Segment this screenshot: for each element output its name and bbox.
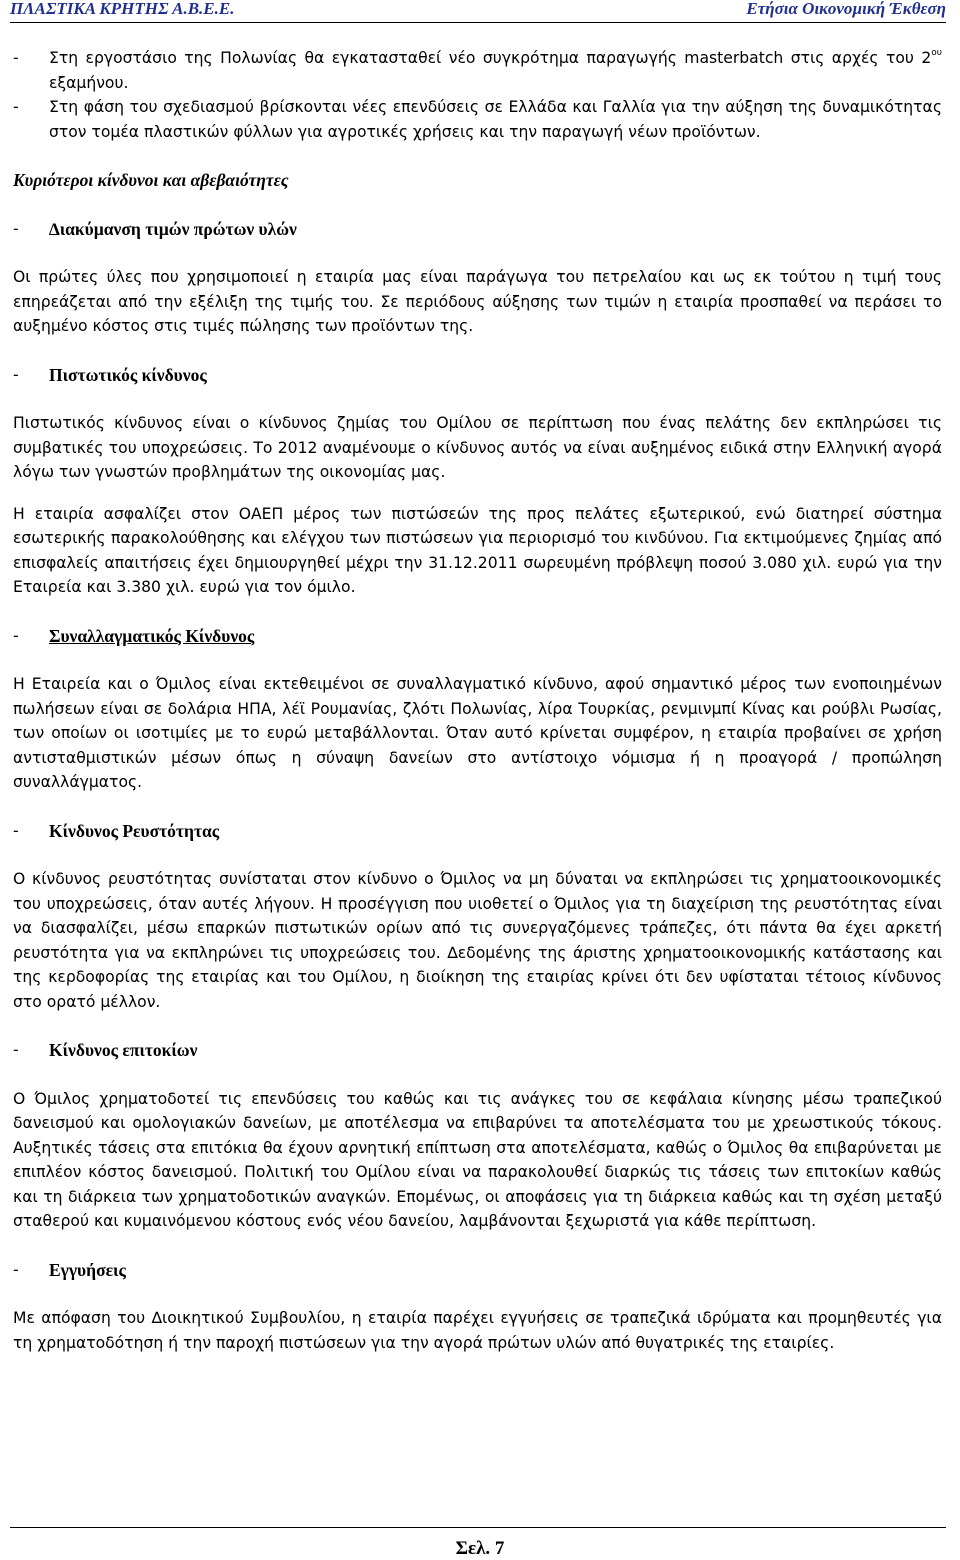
risk-heading: - Εγγυήσεις bbox=[13, 1258, 942, 1283]
risk-heading-text: Κίνδυνος επιτοκίων bbox=[49, 1040, 198, 1060]
risk-heading: - Συναλλαγµατικός Κίνδυνος bbox=[13, 624, 942, 649]
bullet-dash: - bbox=[13, 49, 19, 67]
paragraph: Ο Όµιλος χρηµατοδοτεί τις επενδύσεις του καθώς και τις ανάγκες του σε κεφάλαια κίνησης µέσω τραπεζικού δανεισµού και οµολογιακών δανείων, µε αποτέλεσµα να επιβαρύνει τα αποτελέσµατα του µε χρεωστικούς τόκους. Αυξητικές τάσεις στα επιτόκια θα έχουν αρνητική επίπτωση στα αποτελέσµατα, καθώς ο Όµιλος θα επιβαρύνεται µε επιπλέον κόστος δανεισµού. Πολιτική του Οµίλου είναι να παρακολουθεί διαρκώς τις τάσεις των επιτοκίων καθώς και τη διάρκεια των χρηµατοδοτικών αναγκών. Εποµένως, οι αποφάσεις για τη διάρκεια καθώς και τη σχέση µεταξύ σταθερού και κυµαινόµενου κόστους ενός νέου δανείου, λαµβάνονται ξεχωριστά για κάθε περίπτωση. bbox=[13, 1089, 942, 1230]
company-name: ΠΛΑΣΤΙΚΑ ΚΡΗΤΗΣ Α.Β.Ε.Ε. bbox=[10, 0, 235, 18]
list-item bbox=[13, 46, 942, 95]
paragraph: Πιστωτικός κίνδυνος είναι ο κίνδυνος ζηµίας του Οµίλου σε περίπτωση που ένας πελάτης δεν εκπληρώσει τις συµβατικές του υποχρεώσεις. Το 2012 αναµένουµε ο κίνδυνος αυτός να είναι αυξηµένος ειδικά στην Ελληνική αγορά λόγω των γνωστών προβληµάτων της οικονοµίας µας. bbox=[13, 414, 942, 481]
paragraph: Οι πρώτες ύλες που χρησιµοποιεί η εταιρία µας είναι παράγωγα του πετρελαίου και ως εκ τούτου η τιµή τους επηρεάζεται από την εξέλιξη της τιµής του. Σε περιόδους αύξησης των τιµών η εταιρία προσπαθεί να περάσει το αυξηµένο κόστος στις τιµές πώλησης των προϊόντων της. bbox=[13, 268, 942, 335]
paragraph: Η εταιρία ασφαλίζει στον ΟΑΕΠ µέρος των πιστώσεών της προς πελάτες εξωτερικού, ενώ διατηρεί σύστηµα εσωτερικής παρακολούθησης και ελέγχου των πιστώσεων για περιορισµό του κινδύνου. Για εκτιµούµενες ζηµίας από επισφαλείς απαιτήσεις έχει δηµιουργηθεί µέχρι την 31.12.2011 σωρευµένη πρόβλεψη ποσού 3.080 χιλ. ευρώ για την Εταιρεία και 3.380 χιλ. ευρώ για τον όµιλο. bbox=[13, 504, 942, 596]
page-number: Σελ. 7 bbox=[455, 1538, 505, 1559]
risk-heading: - Κίνδυνος επιτοκίων bbox=[13, 1038, 942, 1063]
risk-heading-text: ∆ιακύµανση τιµών πρώτων υλών bbox=[49, 218, 297, 239]
paragraph: Ο κίνδυνος ρευστότητας συνίσταται στον κίνδυνο ο Όµιλος να µη δύναται να εκπληρώσει τις χρηµατοοικονοµικές του υποχρεώσεις, όταν αυτές λήγουν. Η προσέγγιση που υιοθετεί ο Όµιλος για τη διαχείριση της ρευστότητας είναι να διασφαλίζει, µέσω επαρκών πιστωτικών ορίων από τις συνεργαζόµενες τράπεζες, ότι πάντα θα έχει αρκετή ρευστότητα για να εκπληρώνει τις υποχρεώσεις του. ∆εδοµένης της άριστης χρηµατοοικονοµικής κατάστασης και της κερδοφορίας της εταιρίας και του Οµίλου, η διοίκηση της εταιρίας κρίνει ότι δεν υφίσταται τέτοιος κίνδυνος στο ορατό µέλλον. bbox=[13, 870, 942, 1011]
risk-heading-text: Συναλλαγµατικός Κίνδυνος bbox=[49, 625, 255, 646]
paragraph: Με απόφαση του ∆ιοικητικού Συµβουλίου, η εταιρία παρέχει εγγυήσεις σε τραπεζικά ιδρύµατα και προµηθευτές για τη χρηµατοδότηση ή την παροχή πιστώσεων για την αγορά πρώτων υλών από θυγατρικές της εταιρίες. bbox=[13, 1309, 942, 1352]
risk-heading-text: Πιστωτικός κίνδυνος bbox=[49, 364, 207, 385]
risk-heading: - Κίνδυνος Ρευστότητας bbox=[13, 819, 942, 844]
risk-heading-text: Κίνδυνος Ρευστότητας bbox=[49, 820, 220, 841]
risk-heading: - ∆ιακύµανση τιµών πρώτων υλών bbox=[13, 217, 942, 242]
bullet-dash: - bbox=[13, 98, 19, 116]
risk-heading: - Πιστωτικός κίνδυνος bbox=[13, 363, 942, 388]
list-item bbox=[13, 95, 942, 144]
risk-heading-text: Εγγυήσεις bbox=[49, 1259, 126, 1280]
list-item-text: Στη εργοστάσιο της Πολωνίας θα εγκατασταθεί νέο συγκρότηµα παραγωγής masterbatch στις αρχές του $2^{o\upsilon}$ εξαµήνου. bbox=[49, 48, 942, 92]
list-item-text: Στη φάση του σχεδιασµού βρίσκονται νέες επενδύσεις σε Ελλάδα και Γαλλία για την αύξηση της δυναµικότητας στον τοµέα πλαστικών φύλλων για αγροτικές χρήσεις και την παραγωγή νέων προϊόντων. bbox=[49, 98, 942, 141]
section-title: Κυριότεροι κίνδυνοι και αβεβαιότητες bbox=[13, 170, 289, 190]
footer-divider bbox=[10, 1527, 946, 1528]
document-body bbox=[13, 46, 942, 1355]
page-header bbox=[10, 0, 946, 23]
report-title: Ετήσια Οικονοµική Έκθεση bbox=[746, 0, 946, 18]
paragraph: Η Εταιρεία και ο Όµιλος είναι εκτεθειµένοι σε συναλλαγµατικό κίνδυνο, αφού σηµαντικό µέρος των ενοποιηµένων πωλήσεων είναι σε δολάρια ΗΠΑ, λέϊ Ρουµανίας, ζλότι Πολωνίας, λίρα Τουρκίας, ρενµινµπί Κίνας και ρούβλι Ρωσίας, των οποίων οι ισοτιµίες µε το ευρώ µεταβάλλονται. Όταν αυτό κρίνεται συµφέρον, η εταιρία προβαίνει σε χρήση αντισταθµιστικών µέσων όπως η σύναψη δανείων στο αντίστοιχο νόµισµα ή η προαγορά / προπώληση συναλλάγµατος. bbox=[13, 675, 942, 791]
